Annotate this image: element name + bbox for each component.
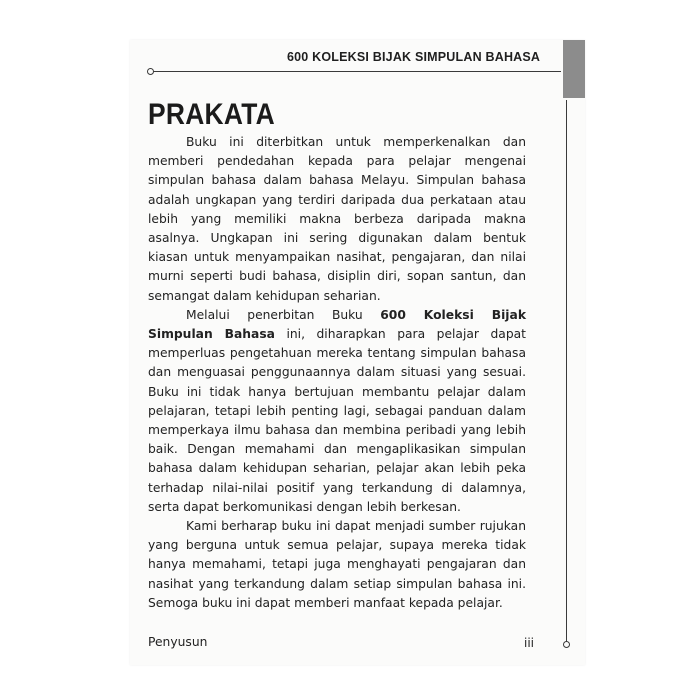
right-margin-rule [566,100,567,642]
author-signoff: Penyusun [148,635,208,650]
page-heading: PRAKATA [148,98,275,131]
page-number: iii [524,636,535,650]
paragraph-2 [148,306,526,517]
paragraph-3: Kami berharap buku ini dapat menjadi sumber rujukan yang berguna untuk semua pelajar, supaya mereka tidak hanya memahami, tetapi juga menghayati pengajaran dan nasihat yang terkandung dalam setiap simpulan bahasa ini. Semoga buku ini dapat memberi manfaat kepada pelajar. [148,519,526,610]
book-title-bold: 600 Koleksi Bijak Simpulan Bahasa [148,307,526,342]
paragraph-2-lead: Melalui penerbitan Buku [186,307,381,322]
body-text [148,133,526,652]
header-rule-start-dot [147,68,154,75]
right-rule-end-dot [563,641,570,648]
header-rule [153,71,561,72]
running-header-title: 600 KOLEKSI BIJAK SIMPULAN BAHASA [287,50,541,64]
side-tab [563,40,585,98]
paragraph-2-rest: ini, diharapkan para pelajar dapat memperluas pengetahuan mereka tentang simpulan bahasa dan menguasai penggunaannya dalam situasi yang sesuai. Buku ini tidak hanya bertujuan membantu pelajar dalam pelajaran, tetapi lebih penting lagi, sebagai panduan dalam memperkaya ilmu bahasa dan membina peribadi yang lebih baik. Dengan memahami dan mengaplikasikan simpulan bahasa dalam kehidupan seharian, pelajar akan lebih peka terhadap nilai-nilai positif yang terkandung di dalamnya, serta dapat berkomunikasi dengan lebih berkesan. [148,327,526,514]
paragraph-1: Buku ini diterbitkan untuk memperkenalkan dan memberi pendedahan kepada para pelajar mengenai simpulan bahasa dalam bahasa Melayu. Simpulan bahasa adalah ungkapan yang terdiri daripada dua perkataan atau lebih yang memiliki makna berbeza daripada makna asalnya. Ungkapan ini sering digunakan dalam bentuk kiasan untuk menyampaikan nasihat, pengajaran, dan nilai murni seperti budi bahasa, disiplin diri, sopan santun, dan semangat dalam kehidupan seharian. [148,135,526,303]
